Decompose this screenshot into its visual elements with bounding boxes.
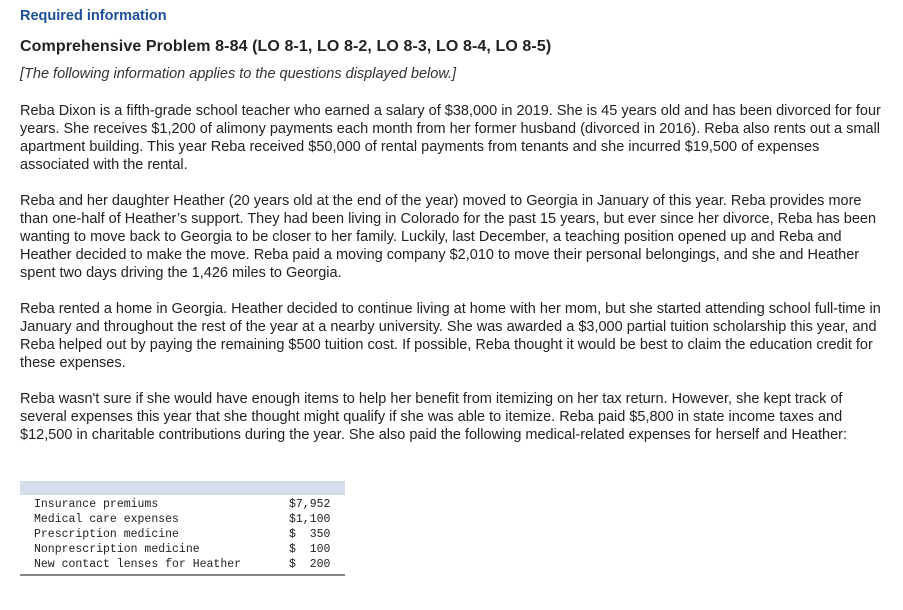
problem-title: Comprehensive Problem 8-84 (LO 8-1, LO 8-2, LO 8-3, LO 8-4, LO 8-5) xyxy=(20,38,552,55)
paragraph-education: Reba rented a home in Georgia. Heather decided to continue living at home with her mom, but she started attending school full-time in January and throughout the rest of the year at a nearby university. She was awarded a $3,000 partial tuition scholarship this year, and Reba helped out by paying the remaining $500 tuition cost. If possible, Reba thought it would be best to claim the education credit for these expenses. xyxy=(20,301,881,371)
expense-label: Insurance premiums xyxy=(34,498,159,511)
intro-note: [The following information applies to the questions displayed below.] xyxy=(20,66,457,82)
expense-label: Medical care expenses xyxy=(34,513,179,526)
table-row xyxy=(20,495,345,512)
paragraph-itemizing: Reba wasn't sure if she would have enough items to help her benefit from itemizing on her tax return. However, she kept track of several expenses this year that she thought might qualify if she was able to itemize. Reba paid $5,800 in state income taxes and $12,500 in charitable contributions during the year. She also paid the following medical-related expenses for herself and Heather: xyxy=(20,391,848,443)
table-row xyxy=(20,527,345,542)
required-information-heading: Required information xyxy=(20,8,167,24)
table-row xyxy=(20,557,345,575)
expense-amount: $ 200 xyxy=(289,557,345,575)
expense-amount: $ 100 xyxy=(289,543,331,556)
table-row xyxy=(20,512,345,527)
table-row xyxy=(20,542,345,557)
expense-amount: $7,952 xyxy=(289,498,331,511)
table-header-bar xyxy=(20,481,345,495)
expense-amount: $ 350 xyxy=(289,528,331,541)
expense-label: New contact lenses for Heather xyxy=(20,557,289,575)
expense-amount: $1,100 xyxy=(289,513,331,526)
paragraph-moving: Reba and her daughter Heather (20 years old at the end of the year) moved to Georgia in January of this year. Reba provides more than one-half of Heather’s support. They had been living in Colorado for the past 15 years, but ever since her divorce, Reba has been wanting to move back to Georgia to be closer to her family. Luckily, last December, a teaching position opened up and Reba and Heather decided to make the move. Reba paid a moving company $2,010 to move their personal belongings, and she and Heather spent two days driving the 1,426 miles to Georgia. xyxy=(20,193,877,281)
medical-expenses-table xyxy=(20,481,345,576)
expense-label: Prescription medicine xyxy=(34,528,179,541)
paragraph-income: Reba Dixon is a fifth-grade school teacher who earned a salary of $38,000 in 2019. She is 45 years old and has been divorced for four years. She receives $1,200 of alimony payments each month from her former husband (divorced in 2016). Reba also rents out a small apartment building. This year Reba received $50,000 of rental payments from tenants and she incurred $19,500 of expenses associated with the rental. xyxy=(20,103,881,173)
expense-label: Nonprescription medicine xyxy=(34,543,200,556)
